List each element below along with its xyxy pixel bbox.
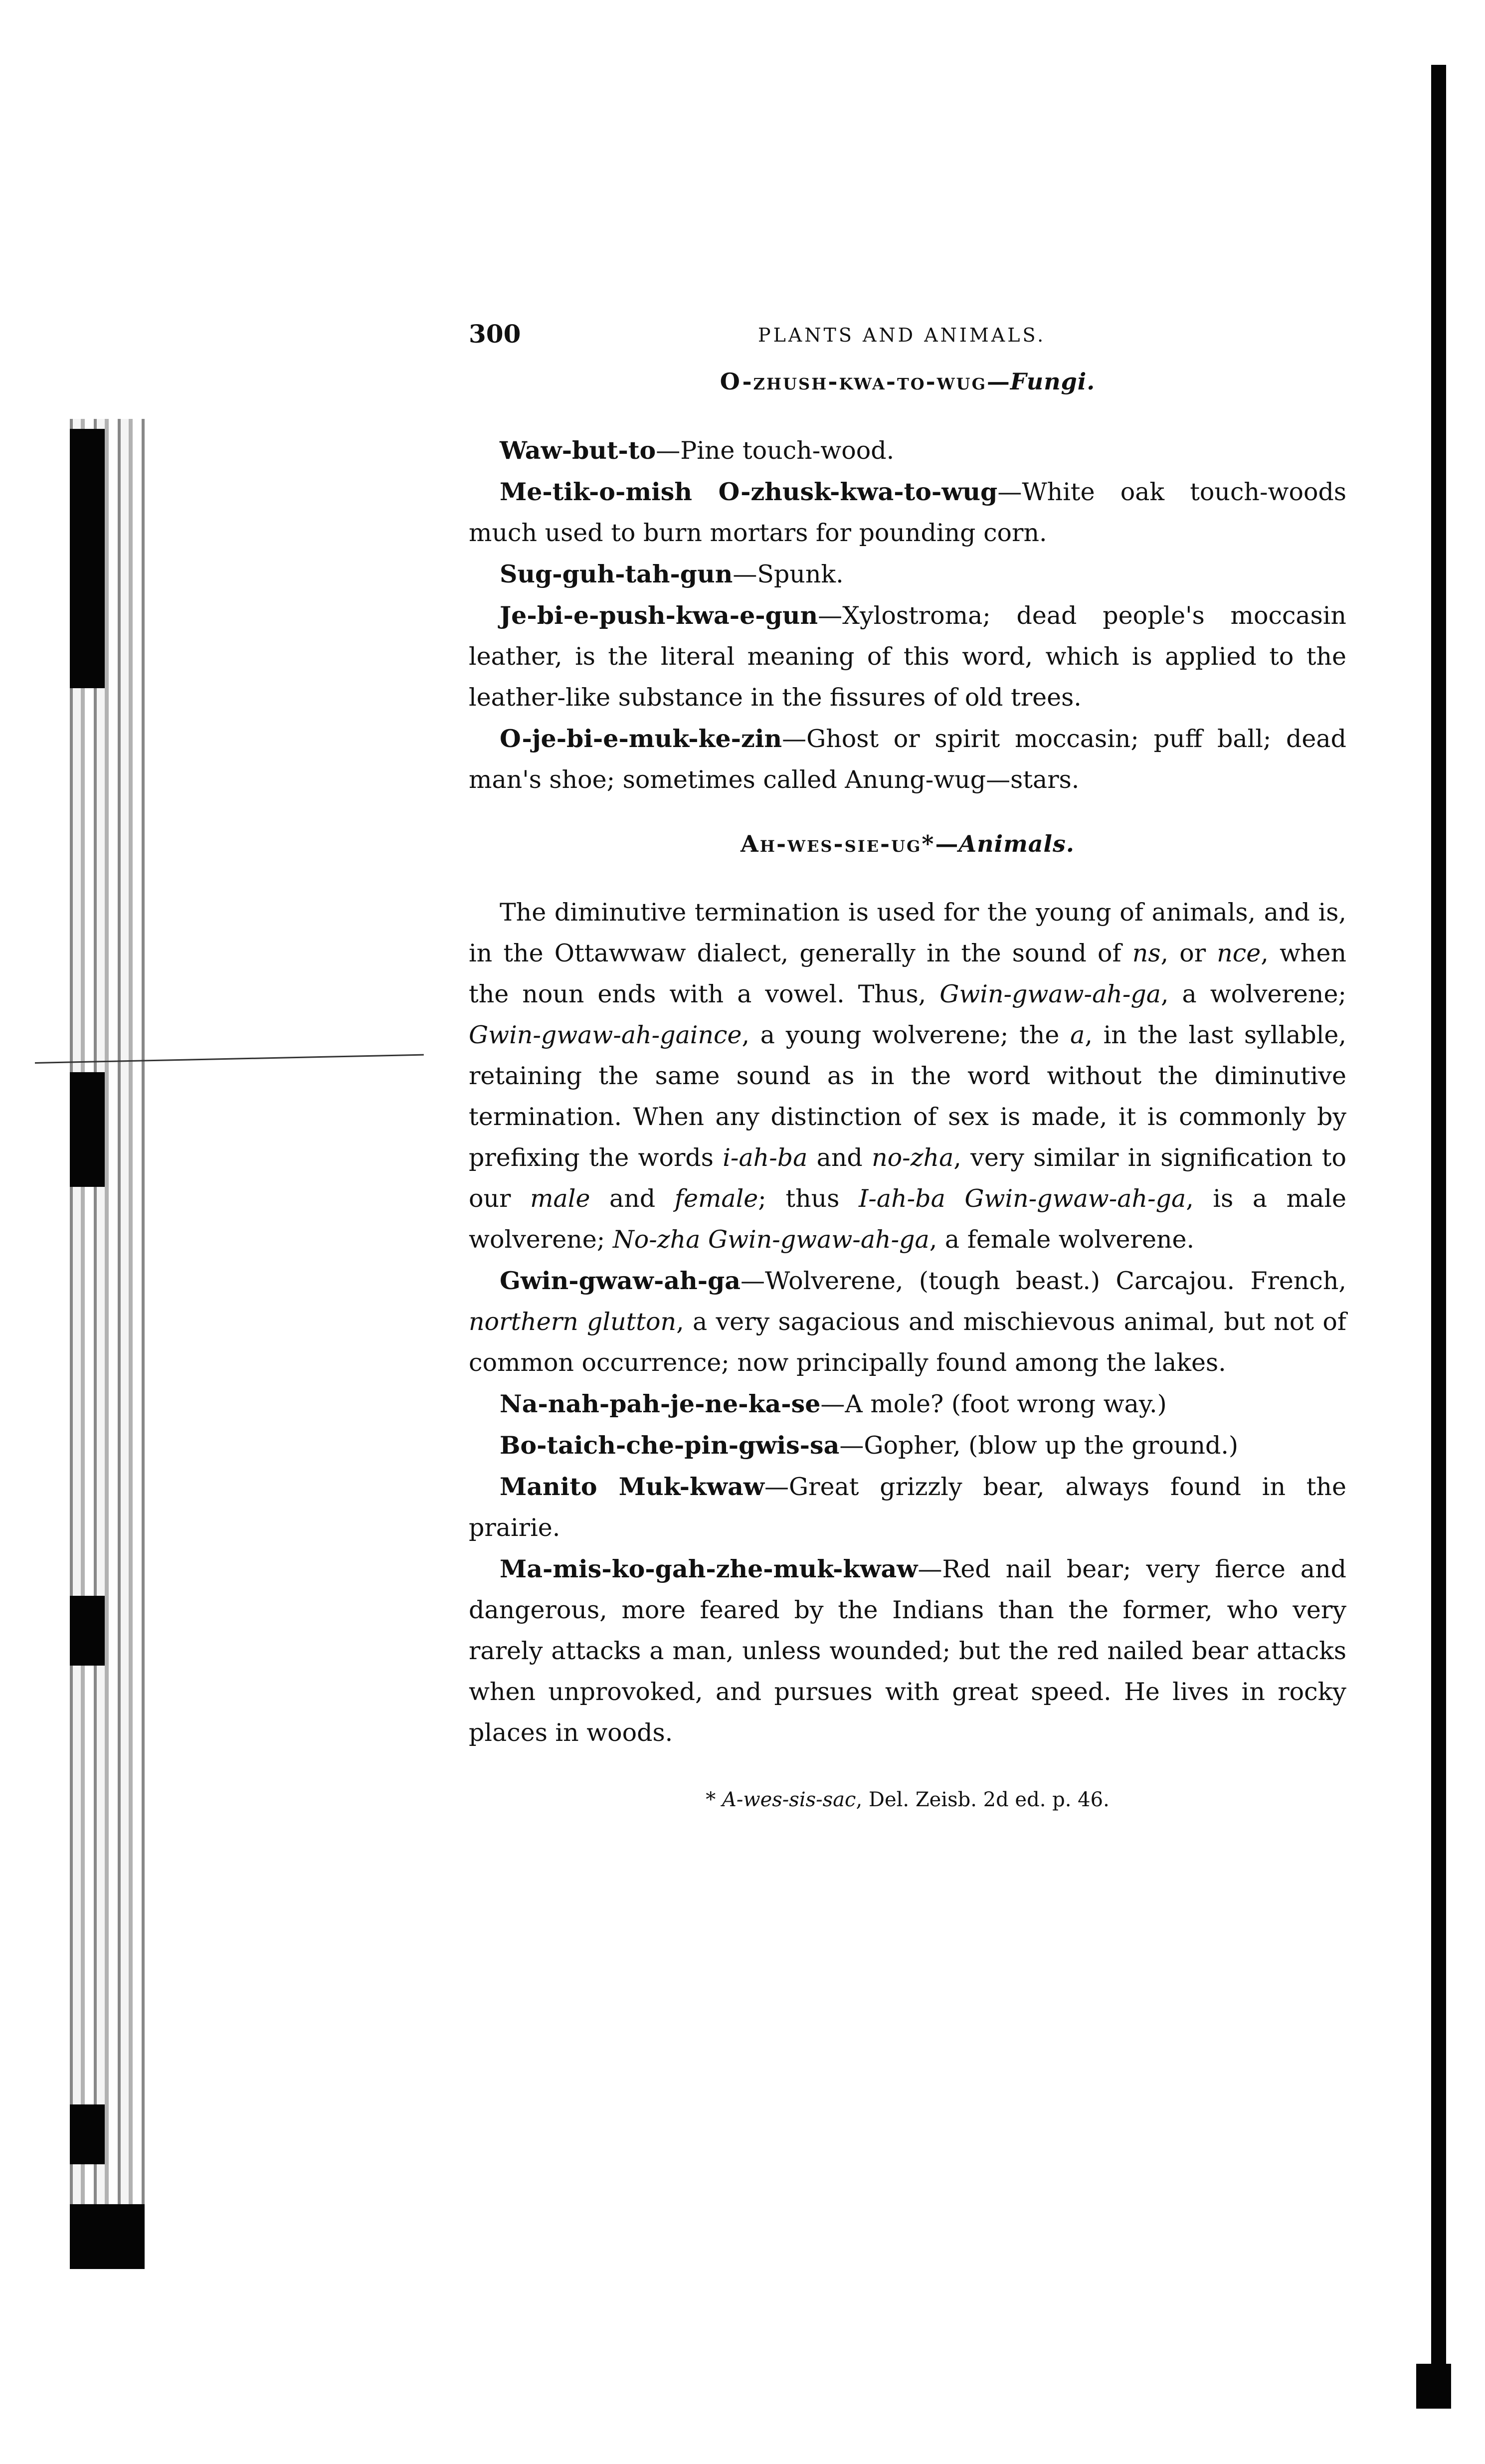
section-heading-fungi: O-zhush-kwa-to-wug—Fungi. bbox=[720, 368, 1096, 395]
entry-paragraph: Bo-taich-che-pin-gwis-sa—Gopher, (blow up the ground.) bbox=[500, 1431, 1239, 1460]
scan-edge-dark-band bbox=[70, 429, 105, 688]
footnote: * A-wes-sis-sac, Del. Zeisb. 2d ed. p. 46. bbox=[706, 1788, 1110, 1811]
entry-paragraph: Je-bi-e-push-kwa-e-gun—Xylostroma; dead people's moccasin leather, is the literal meaning of this word, which is applied to the leather-like substance in the fissures of old trees. bbox=[469, 601, 1346, 712]
intro-paragraph: The diminutive termination is used for the young of animals, and is, in the Ottawwaw dialect, generally in the sound of ns, or nce, when the noun ends with a vowel. Thus, Gwin-gwaw-ah-ga, a wolverene; Gwin-gwaw-ah-gaince, a young wolverene; the a, in the last syllable, retaining the same sound as in the word without the diminutive termination. When any distinction of sex is made, it is commonly by prefixing the words i-ah-ba and no-zha, very similar in signification to our male and female; thus I-ah-ba Gwin-gwaw-ah-ga, is a male wolverene; No-zha Gwin-gwaw-ah-ga, a female wolverene. bbox=[469, 898, 1346, 1254]
scan-edge-dark-band bbox=[70, 1072, 105, 1187]
section-heading-animals: Ah-wes-sie-ug*—Animals. bbox=[741, 830, 1075, 857]
scan-edge-dark-band bbox=[70, 2204, 145, 2269]
running-title: PLANTS AND ANIMALS. bbox=[758, 324, 1046, 346]
scan-binding-edge bbox=[1431, 65, 1446, 2409]
entry-paragraph: Sug-guh-tah-gun—Spunk. bbox=[500, 560, 844, 588]
entry-paragraph: Me-tik-o-mish O-zhusk-kwa-to-wug—White oak touch-woods much used to burn mortars for pounding corn. bbox=[469, 477, 1346, 547]
page-number: 300 bbox=[469, 319, 521, 349]
entry-paragraph: Manito Muk-kwaw—Great grizzly bear, always found in the prairie. bbox=[469, 1472, 1346, 1542]
entry-paragraph: Gwin-gwaw-ah-ga—Wolverene, (tough beast.) Carcajou. French, northern glutton, a very sagacious and mischievous animal, but not of common occurrence; now principally found among the lakes. bbox=[469, 1266, 1347, 1377]
entry-paragraph: Ma-mis-ko-gah-zhe-muk-kwaw—Red nail bear; very fierce and dangerous, more feared by the Indians than the former, who very rarely attacks a man, unless wounded; but the red nailed bear attacks when unprovoked, and pursues with great speed. He lives in rocky places in woods. bbox=[469, 1554, 1346, 1747]
scan-edge-dark-band bbox=[70, 1596, 105, 1666]
entry-paragraph: O-je-bi-e-muk-ke-zin—Ghost or spirit moccasin; puff ball; dead man's shoe; sometimes called Anung-wug—stars. bbox=[469, 724, 1346, 794]
running-head bbox=[469, 319, 1346, 354]
entry-paragraph: Waw-but-to—Pine touch-wood. bbox=[500, 436, 895, 465]
entry-paragraph: Na-nah-pah-je-ne-ka-se—A mole? (foot wrong way.) bbox=[500, 1389, 1167, 1418]
book-page bbox=[469, 319, 1346, 1811]
scan-edge-dark-band bbox=[70, 2104, 105, 2164]
scan-binding-foot bbox=[1416, 2364, 1451, 2409]
